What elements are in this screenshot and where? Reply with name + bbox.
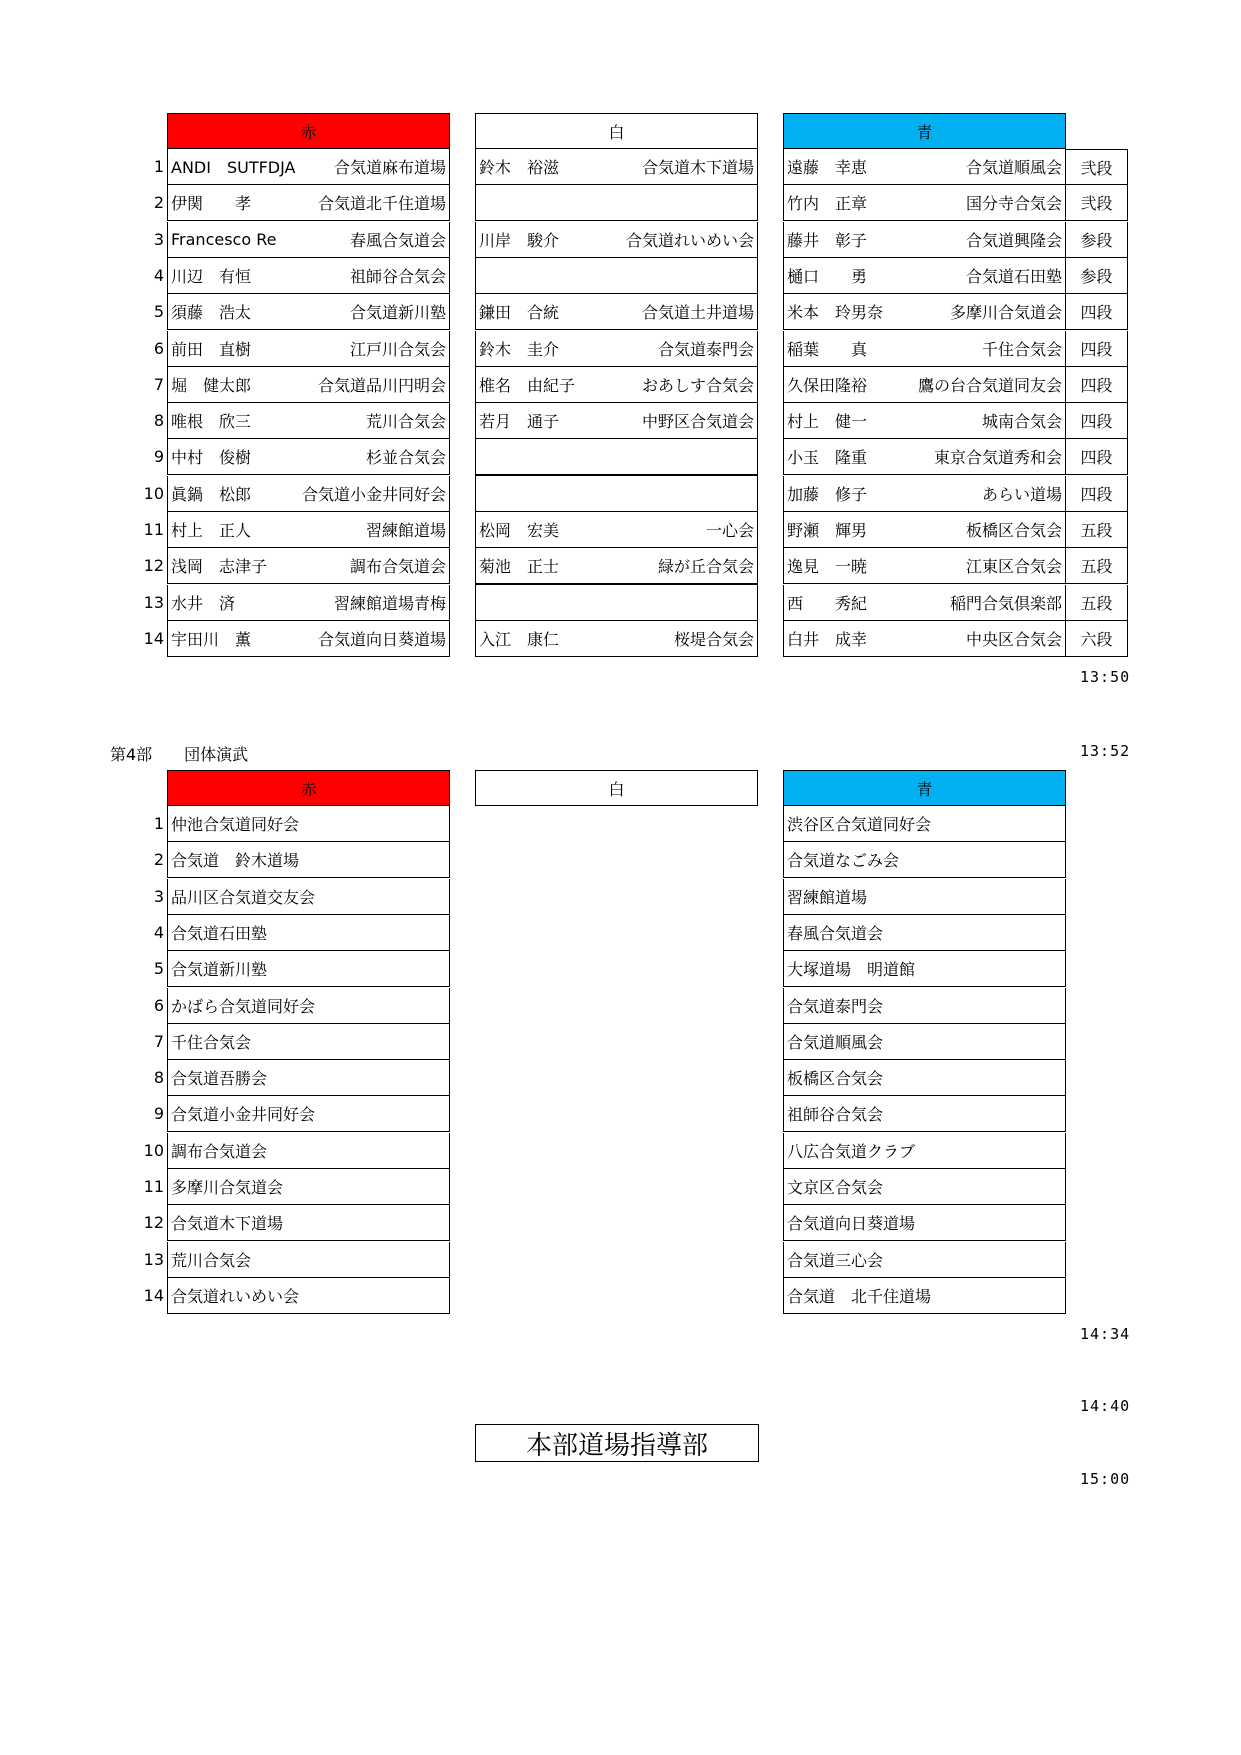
blue-entry: [783, 512, 1066, 548]
row-number: 4: [153, 265, 164, 285]
blue-team-name: 大塚道場 明道館: [787, 960, 916, 980]
red-dojo: 合気道新川塾: [349, 303, 446, 323]
white-entry: [475, 184, 758, 221]
white-name: 若月 通子: [479, 412, 560, 432]
red-dojo: 荒川合気会: [365, 412, 446, 432]
row-number: 1: [153, 814, 164, 833]
red-team: [167, 1242, 450, 1278]
white-name: 入江 康仁: [479, 629, 560, 649]
red-team: [167, 806, 450, 842]
red-entry: [167, 476, 450, 512]
blue-dojo: 東京合気道秀和会: [933, 448, 1062, 468]
row-number: 2: [153, 193, 164, 213]
rank-cell: 四段: [1066, 331, 1128, 367]
blue-team-name: 八広合気道クラブ: [787, 1141, 916, 1161]
red-team-name: 調布合気道会: [171, 1141, 268, 1161]
rank-cell: 四段: [1066, 294, 1128, 330]
blue-entry: [783, 331, 1066, 367]
blue-team-name: 合気道 北千住道場: [787, 1286, 932, 1306]
section4-end-time: 14:34: [1080, 1325, 1131, 1343]
blue-dojo: 合気道石田塾: [965, 266, 1062, 286]
row-number: 9: [153, 1104, 164, 1124]
white-name: 鈴木 圭介: [479, 339, 560, 359]
blue-dojo: 合気道順風会: [965, 158, 1062, 177]
blue-dojo: 国分寺合気会: [965, 194, 1062, 214]
red-entry: [167, 294, 450, 330]
row-number: 13: [143, 592, 164, 612]
blue-team-name: 習練館道場: [787, 887, 868, 907]
white-dojo: 合気道木下道場: [641, 158, 754, 177]
blue-team-name: 春風合気道会: [787, 923, 884, 943]
rank-cell: 五段: [1066, 548, 1128, 584]
blue-name: 村上 健一: [787, 412, 868, 432]
rank-cell: 弐段: [1066, 185, 1128, 221]
header-red-4: 赤: [167, 770, 450, 806]
red-dojo: 祖師谷合気会: [349, 266, 446, 286]
blue-name: 米本 玲男奈: [787, 303, 884, 323]
blue-entry: [783, 403, 1066, 439]
row-number: 12: [143, 1213, 164, 1233]
red-team: [167, 1060, 450, 1096]
honbu-end-time: 15:00: [1080, 1470, 1131, 1488]
blue-team: [783, 1133, 1066, 1169]
blue-team-name: 祖師谷合気会: [787, 1105, 884, 1125]
row-number: 13: [143, 1249, 164, 1269]
red-team-name: 品川区合気道交友会: [171, 887, 316, 907]
honbu-start-time: 14:40: [1080, 1397, 1131, 1415]
row-number: 3: [153, 229, 164, 249]
row-number: 7: [153, 374, 164, 394]
blue-team-name: 合気道順風会: [787, 1032, 884, 1052]
white-entry: [475, 149, 758, 185]
row-number: 11: [143, 520, 164, 539]
red-name: Francesco Re: [171, 229, 277, 249]
white-dojo: おあしす合気会: [641, 375, 754, 395]
blue-dojo: 鷹の台合気道同友会: [917, 375, 1062, 395]
red-team-name: 合気道木下道場: [171, 1214, 284, 1234]
rank-cell: 四段: [1066, 476, 1128, 512]
rank-cell: 六段: [1066, 621, 1128, 657]
red-entry: [167, 439, 450, 475]
blue-entry: [783, 621, 1066, 657]
row-number: 12: [143, 556, 164, 576]
red-team: [167, 1024, 450, 1060]
rank-cell: 四段: [1066, 367, 1128, 403]
white-entry: [475, 257, 758, 294]
blue-dojo: 中央区合気会: [965, 629, 1062, 649]
red-team-name: 合気道吾勝会: [171, 1069, 268, 1089]
white-entry: [475, 548, 758, 584]
blue-team: [783, 1278, 1066, 1314]
white-name: 松岡 宏美: [479, 521, 560, 540]
blue-name: 白井 成幸: [787, 629, 868, 649]
red-dojo: 合気道北千住道場: [317, 194, 446, 214]
red-team: [167, 988, 450, 1024]
red-entry: [167, 548, 450, 584]
blue-name: 遠藤 幸恵: [787, 158, 868, 177]
white-dojo: 一心会: [705, 521, 754, 540]
red-entry: [167, 185, 450, 221]
blue-name: 久保田隆裕: [787, 375, 868, 395]
white-dojo: 中野区合気道会: [641, 412, 754, 432]
red-dojo: 合気道麻布道場: [333, 158, 446, 177]
blue-dojo: 合気道興隆会: [965, 230, 1062, 250]
row-number: 14: [143, 628, 164, 648]
red-team: [167, 1278, 450, 1314]
red-name: 伊関 孝: [171, 194, 252, 214]
red-name: 唯根 欣三: [171, 412, 252, 432]
red-name: 水井 済: [171, 593, 236, 613]
red-team: [167, 879, 450, 915]
blue-team-name: 合気道なごみ会: [787, 851, 900, 871]
red-team: [167, 915, 450, 951]
row-number: 1: [153, 157, 164, 176]
blue-dojo: 稲門合気倶楽部: [949, 593, 1062, 613]
blue-dojo: 千住合気会: [981, 339, 1062, 359]
red-team-name: 合気道新川塾: [171, 960, 268, 980]
rank-cell: 弐段: [1066, 149, 1128, 185]
red-team-name: かばら合気道同好会: [171, 996, 316, 1016]
rank-cell: 参段: [1066, 222, 1128, 258]
white-entry: [475, 294, 758, 330]
white-name: 川岸 駿介: [479, 230, 560, 250]
blue-entry: [783, 476, 1066, 512]
red-entry: [167, 621, 450, 657]
red-team-name: 千住合気会: [171, 1032, 252, 1052]
white-entry: [475, 512, 758, 548]
white-name: 鈴木 裕滋: [479, 158, 560, 177]
red-team-name: 合気道れいめい会: [171, 1286, 300, 1306]
blue-name: 樋口 勇: [787, 266, 868, 286]
row-number: 3: [153, 886, 164, 906]
blue-team: [783, 915, 1066, 951]
red-team-name: 合気道石田塾: [171, 923, 268, 943]
red-team-name: 仲池合気道同好会: [171, 815, 300, 834]
white-dojo: 合気道泰門会: [657, 339, 754, 359]
blue-name: 西 秀紀: [787, 593, 868, 613]
red-dojo: 合気道向日葵道場: [317, 629, 446, 649]
blue-team: [783, 1096, 1066, 1132]
red-entry: [167, 367, 450, 403]
white-name: 椎名 由紀子: [479, 375, 576, 395]
blue-entry: [783, 222, 1066, 258]
blue-name: 逸見 一暁: [787, 557, 868, 577]
blue-entry: [783, 367, 1066, 403]
header-white: 白: [475, 113, 758, 149]
row-number: 11: [143, 1177, 164, 1196]
red-entry: [167, 222, 450, 258]
blue-entry: [783, 185, 1066, 221]
red-team-name: 多摩川合気道会: [171, 1178, 284, 1197]
blue-team: [783, 1169, 1066, 1205]
red-team-name: 荒川合気会: [171, 1250, 252, 1270]
blue-team-name: 文京区合気会: [787, 1178, 884, 1197]
white-name: 鎌田 合統: [479, 303, 560, 323]
white-entry: [475, 331, 758, 367]
rank-cell: 四段: [1066, 403, 1128, 439]
row-number: 2: [153, 850, 164, 870]
red-team: [167, 1169, 450, 1205]
red-dojo: 習練館道場: [365, 521, 446, 540]
blue-entry: [783, 439, 1066, 475]
white-dojo: 合気道土井道場: [641, 303, 754, 323]
blue-name: 竹内 正章: [787, 194, 868, 214]
blue-name: 野瀬 輝男: [787, 521, 868, 540]
rank-cell: 五段: [1066, 585, 1128, 621]
white-entry: [475, 475, 758, 512]
header-red: 赤: [167, 113, 450, 149]
red-name: ANDI SUTFDJA: [171, 158, 296, 177]
honbu-label: 本部道場指導部: [475, 1424, 759, 1462]
red-entry: [167, 149, 450, 185]
blue-name: 加藤 修子: [787, 484, 868, 504]
row-number: 4: [153, 922, 164, 942]
white-entry: [475, 403, 758, 439]
blue-team-name: 渋谷区合気道同好会: [787, 815, 932, 834]
red-name: 川辺 有恒: [171, 266, 252, 286]
red-dojo: 春風合気道会: [349, 230, 446, 250]
red-team: [167, 1133, 450, 1169]
white-entry: [475, 584, 758, 621]
red-entry: [167, 512, 450, 548]
row-number: 5: [153, 302, 164, 322]
row-number: 10: [143, 1140, 164, 1160]
red-entry: [167, 331, 450, 367]
section3-end-time: 13:50: [1080, 668, 1131, 686]
rank-cell: 五段: [1066, 512, 1128, 548]
red-name: 眞鍋 松郎: [171, 484, 252, 504]
white-entry: [475, 222, 758, 258]
blue-entry: [783, 585, 1066, 621]
red-team-name: 合気道 鈴木道場: [171, 851, 300, 871]
red-dojo: 杉並合気会: [365, 448, 446, 468]
red-name: 堀 健太郎: [171, 375, 252, 395]
blue-dojo: あらい道場: [981, 484, 1062, 504]
red-team: [167, 951, 450, 987]
row-number: 6: [153, 338, 164, 358]
red-name: 宇田川 薫: [171, 629, 252, 649]
blue-dojo: 江東区合気会: [965, 557, 1062, 577]
red-dojo: 合気道品川円明会: [317, 375, 446, 395]
blue-dojo: 多摩川合気道会: [949, 303, 1062, 323]
row-number: 7: [153, 1031, 164, 1051]
red-dojo: 習練館道場青梅: [333, 593, 446, 613]
row-number: 8: [153, 1068, 164, 1088]
rank-cell: 参段: [1066, 258, 1128, 294]
white-entry: [475, 621, 758, 657]
red-name: 浅岡 志津子: [171, 557, 268, 577]
red-team-name: 合気道小金井同好会: [171, 1105, 316, 1125]
row-number: 8: [153, 411, 164, 431]
white-entry: [475, 438, 758, 475]
blue-name: 小玉 隆重: [787, 448, 868, 468]
blue-team: [783, 1205, 1066, 1241]
blue-team-name: 合気道向日葵道場: [787, 1214, 916, 1234]
red-team: [167, 842, 450, 878]
blue-team-name: 板橋区合気会: [787, 1069, 884, 1089]
blue-dojo: 板橋区合気会: [965, 521, 1062, 540]
red-entry: [167, 258, 450, 294]
blue-name: 稲葉 真: [787, 339, 868, 359]
red-team: [167, 1205, 450, 1241]
blue-team: [783, 1024, 1066, 1060]
blue-entry: [783, 149, 1066, 185]
white-name: 菊池 正士: [479, 557, 560, 577]
section4-start-time: 13:52: [1080, 742, 1131, 760]
white-dojo: 緑が丘合気会: [657, 557, 754, 577]
red-dojo: 江戸川合気会: [349, 339, 446, 359]
red-dojo: 調布合気道会: [349, 557, 446, 577]
blue-team: [783, 1060, 1066, 1096]
blue-entry: [783, 258, 1066, 294]
blue-team-name: 合気道三心会: [787, 1250, 884, 1270]
red-entry: [167, 403, 450, 439]
blue-team-name: 合気道泰門会: [787, 996, 884, 1016]
white-entry: [475, 367, 758, 403]
row-number: 14: [143, 1285, 164, 1305]
blue-team: [783, 806, 1066, 842]
blue-entry: [783, 548, 1066, 584]
white-dojo: 桜堤合気会: [673, 629, 754, 649]
blue-team: [783, 1242, 1066, 1278]
header-blue-4: 青: [783, 770, 1066, 806]
red-name: 須藤 浩太: [171, 303, 252, 323]
row-number: 6: [153, 995, 164, 1015]
section4-label: 第4部 団体演武: [110, 745, 249, 764]
row-number: 5: [153, 959, 164, 979]
blue-team: [783, 842, 1066, 878]
blue-entry: [783, 294, 1066, 330]
blue-team: [783, 988, 1066, 1024]
red-dojo: 合気道小金井同好会: [301, 484, 446, 504]
red-team: [167, 1096, 450, 1132]
red-name: 前田 直樹: [171, 339, 252, 359]
blue-team: [783, 951, 1066, 987]
red-entry: [167, 585, 450, 621]
rank-cell: 四段: [1066, 439, 1128, 475]
blue-name: 藤井 彰子: [787, 230, 868, 250]
red-name: 中村 俊樹: [171, 448, 252, 468]
header-white-4: 白: [475, 770, 758, 806]
blue-team: [783, 879, 1066, 915]
row-number: 9: [153, 447, 164, 467]
header-blue: 青: [783, 113, 1066, 149]
row-number: 10: [143, 483, 164, 503]
blue-dojo: 城南合気会: [981, 412, 1062, 432]
white-dojo: 合気道れいめい会: [625, 230, 754, 250]
red-name: 村上 正人: [171, 521, 252, 540]
